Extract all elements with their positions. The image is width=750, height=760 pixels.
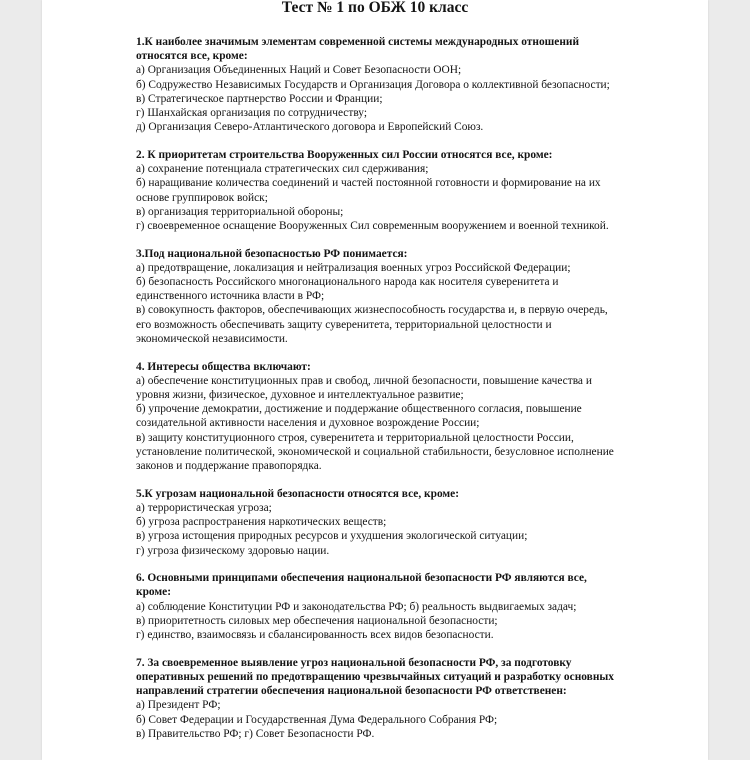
document-title: Тест № 1 по ОБЖ 10 класс (281, 0, 469, 16)
question-prompt: 3.Под национальной безопасностью РФ понимается: (136, 247, 408, 260)
answer-option: г) угроза физическому здоровью нации. (136, 544, 330, 557)
answer-option: в) приоритетность силовых мер обеспечения национальной безопасности; (136, 614, 498, 627)
question-prompt: 2. К приоритетам строительства Вооруженных сил России относятся все, кроме: (136, 148, 553, 161)
answer-option: в) защиту конституционного строя, суверенитета и территориальной целостности России, установление политической, экономической и социальной стабильности, безусловное исполнение законов и поддержание правопорядка. (136, 431, 614, 472)
answer-option: в) угроза истощения природных ресурсов и ухудшения экологической ситуации; (136, 530, 528, 543)
answer-option: б) упрочение демократии, достижение и поддержание общественного согласия, повышение созидательной активности населения и духовное возрождение России; (136, 403, 582, 430)
question-4 (136, 360, 696, 474)
question-7 (136, 656, 696, 741)
question-2 (136, 148, 696, 233)
answer-option: в) Правительство РФ; г) Совет Безопасности РФ. (136, 727, 375, 740)
question-prompt: 6. Основными принципами обеспечения национальной безопасности РФ являются все, кроме: (136, 572, 587, 599)
answer-option: а) предотвращение, локализация и нейтрализация военных угроз Российской Федерации; (136, 261, 571, 274)
answer-option: а) Президент РФ; (136, 699, 221, 712)
question-prompt: 7. За своевременное выявление угроз национальной безопасности РФ, за подготовку оперативных решений по предотвращению чрезвычайных ситуаций и разработку основных направлений стратегии обеспечения национальной безопасности РФ ответственен: (136, 656, 614, 698)
answer-option: б) Совет Федерации и Государственная Дума Федерального Собрания РФ; (136, 713, 498, 726)
answer-option: д) Организация Северо-Атлантического договора и Европейский Союз. (136, 121, 484, 134)
answer-option: б) Содружество Независимых Государств и Организация Договора о коллективной безопасности; (136, 78, 610, 91)
question-prompt: 5.К угрозам национальной безопасности относятся все, кроме: (136, 487, 460, 500)
answer-option: а) Организация Объединенных Наций и Совет Безопасности ООН; (136, 64, 462, 77)
answer-option: г) единство, взаимосвязь и сбалансированность всех видов безопасности. (136, 629, 494, 642)
question-1 (136, 35, 696, 134)
question-list (136, 35, 696, 754)
answer-option: а) террористическая угроза; (136, 501, 272, 514)
answer-option: б) угроза распространения наркотических веществ; (136, 516, 387, 529)
answer-option: г) Шанхайская организация по сотрудничеству; (136, 107, 368, 120)
answer-option: в) Стратегическое партнерство России и Франции; (136, 92, 383, 105)
answer-option: г) своевременное оснащение Вооруженных Сил современным вооружением и военной техникой. (136, 219, 609, 232)
answer-option: а) соблюдение Конституции РФ и законодательства РФ; б) реальность выдвигаемых задач; (136, 600, 577, 613)
answer-option: а) обеспечение конституционных прав и свобод, личной безопасности, повышение качества и уровня жизни, физическое, духовное и интеллектуальное развитие; (136, 374, 592, 401)
question-6 (136, 571, 696, 642)
question-prompt: 1.К наиболее значимым элементам современной системы международных отношений относятся все, кроме: (136, 36, 580, 63)
answer-option: б) безопасность Российского многонационального народа как носителя суверенитета и единственного источника власти в РФ; (136, 276, 559, 303)
answer-option: в) совокупность факторов, обеспечивающих жизнеспособность государства и, в первую очередь, его возможность обеспечивать защиту суверенитета, территориальной целостности и экономической независимости. (136, 304, 608, 345)
answer-option: б) наращивание количества соединений и частей постоянной готовности и формирование на их основе группировок войск; (136, 177, 601, 204)
question-3 (136, 247, 696, 346)
answer-option: в) организация территориальной обороны; (136, 205, 344, 218)
question-prompt: 4. Интересы общества включают: (136, 360, 311, 373)
question-5 (136, 487, 696, 558)
document-page (42, 0, 708, 760)
answer-option: а) сохранение потенциала стратегических сил сдерживания; (136, 163, 429, 176)
